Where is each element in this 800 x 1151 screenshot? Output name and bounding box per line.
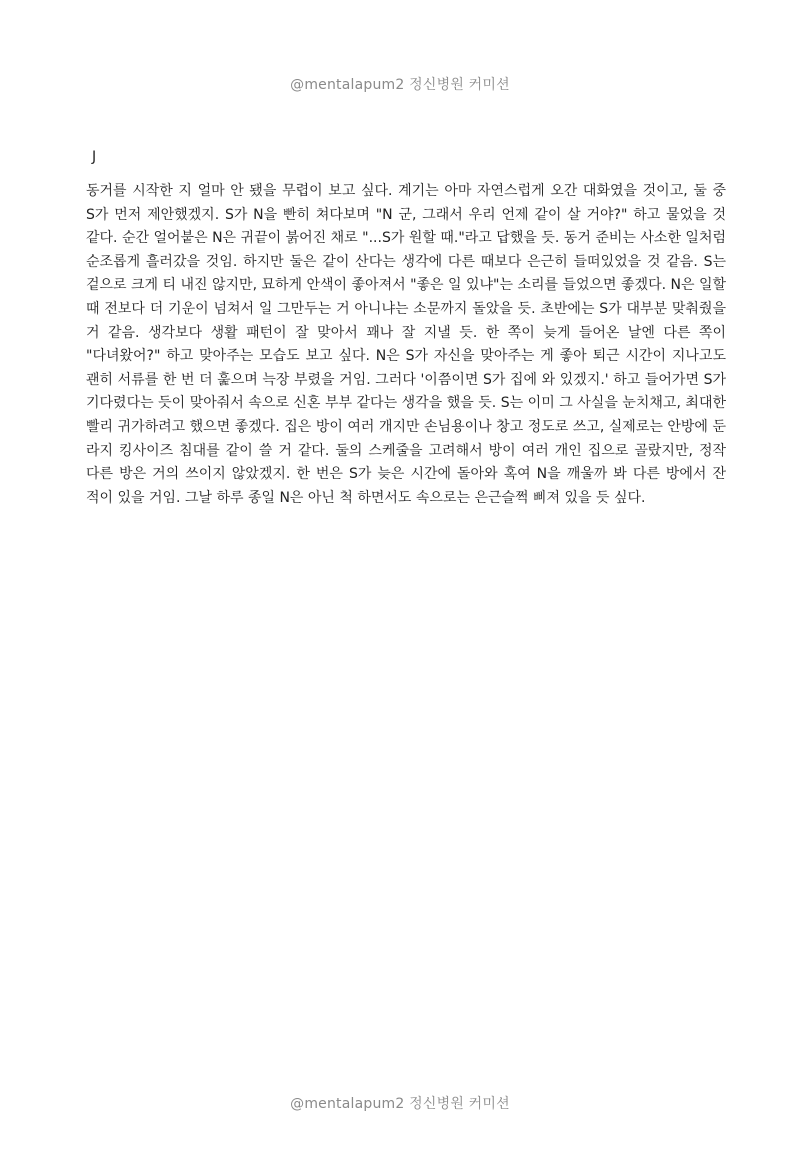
page-footer: @mentalapum2 정신병원 커미션 [290,1096,510,1112]
section-mark: J [92,149,97,165]
document-content [86,146,726,510]
body-paragraph: 동거를 시작한 지 얼마 안 됐을 무렵이 보고 싶다. 계기는 아마 자연스럽게 오간 대화였을 것이고, 둘 중 S가 먼저 제안했겠지. S가 N을 빤히 쳐다보며 "N 군, 그래서 우리 언제 같이 살 거야?" 하고 물었을 것 같다. 순간 얼어붙은 N은 귀끝이 붉어진 채로 "...S가 원할 때."라고 답했을 듯. 동거 준비는 사소한 일처럼 순조롭게 흘러갔을 것임. 하지만 둘은 같이 산다는 생각에 다른 때보다 은근히 들떠있었을 것 같음. S는 겉으로 크게 티 내진 않지만, 묘하게 안색이 좋아져서 "좋은 일 있냐"는 소리를 들었으면 좋겠다. N은 일할 때 전보다 더 기운이 넘쳐서 일 그만두는 거 아니냐는 소문까지 돌았을 듯. 초반에는 S가 대부분 맞춰줬을 거 같음. 생각보다 생활 패턴이 잘 맞아서 꽤나 잘 지낼 듯. 한 쪽이 늦게 들어온 날엔 다른 쪽이 "다녀왔어?" 하고 맞아주는 모습도 보고 싶다. N은 S가 자신을 맞아주는 게 좋아 퇴근 시간이 지나고도 괜히 서류를 한 번 더 훑으며 늑장 부렸을 거임. 그러다 '이쯤이면 S가 집에 와 있겠지.' 하고 들어가면 S가 기다렸다는 듯이 맞아줘서 속으로 신혼 부부 같다는 생각을 했을 듯. S는 이미 그 사실을 눈치채고, 최대한 빨리 귀가하려고 했으면 좋겠다. 집은 방이 여러 개지만 손님용이나 창고 정도로 쓰고, 실제로는 안방에 둔 라지 킹사이즈 침대를 같이 쓸 거 같다. 둘의 스케줄을 고려해서 방이 여러 개인 집으로 골랐지만, 정작 다른 방은 거의 쓰이지 않았겠지. 한 번은 S가 늦은 시간에 돌아와 혹여 N을 깨울까 봐 다른 방에서 잔 적이 있을 거임. 그날 하루 종일 N은 아닌 척 하면서도 속으로는 은근슬쩍 삐져 있을 듯 싶다. [86,183,726,506]
page-header: @mentalapum2 정신병원 커미션 [290,77,510,93]
